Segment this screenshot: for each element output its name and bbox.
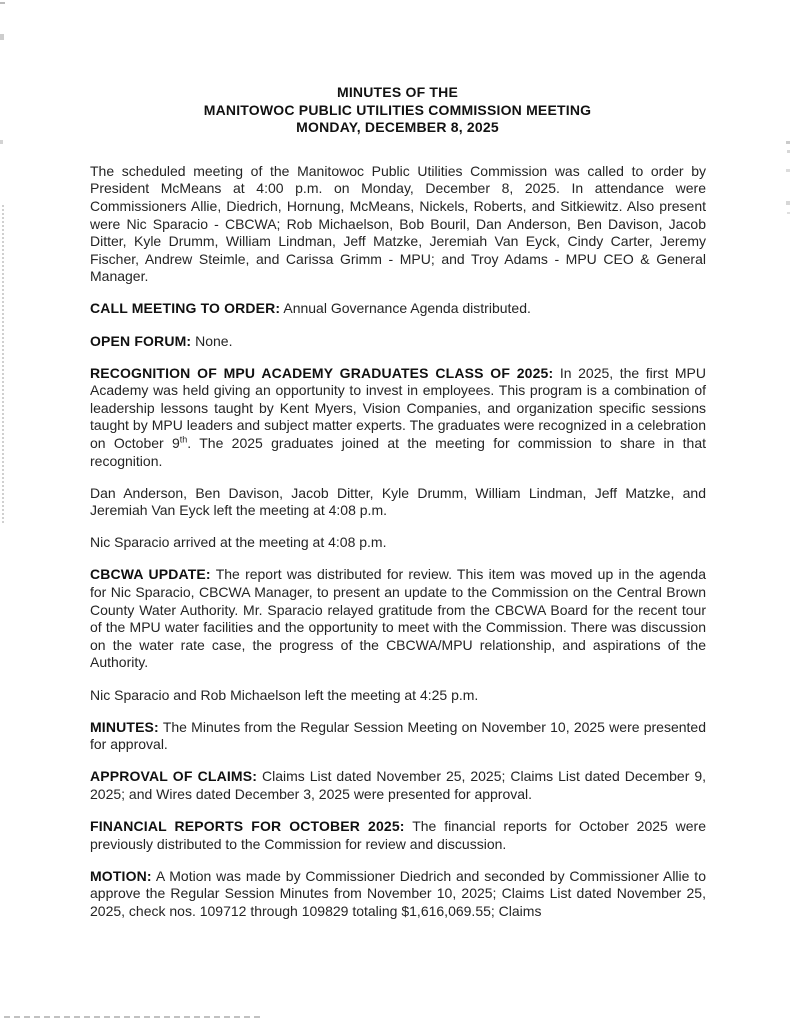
section-label-cbcwa-update: CBCWA UPDATE: [90, 566, 211, 583]
document-title-block [90, 84, 705, 137]
title-line-meeting-date: MONDAY, DECEMBER 8, 2025 [296, 119, 499, 136]
section-label-open-forum: OPEN FORUM: [90, 332, 192, 349]
paragraph-financial-reports [90, 818, 706, 853]
title-line-commission-meeting: MANITOWOC PUBLIC UTILITIES COMMISSION MEETING [203, 101, 592, 118]
paragraph-text: Claims List dated November 25, 2025; Claims List dated December 9, 2025; and Wires dated December 3, 2025 were presented for approval. [90, 768, 706, 802]
section-label-call-meeting-to-order: CALL MEETING TO ORDER: [90, 300, 281, 317]
paragraph-text: Nic Sparacio arrived at the meeting at 4:08 p.m. [90, 534, 387, 551]
paragraph-text: The financial reports for October 2025 were previously distributed to the Commission for review and discussion. [90, 818, 706, 852]
scan-artifact-top-left [0, 2, 5, 4]
paragraph-text: In 2025, the first MPU Academy was held giving an opportunity to invest in employees. This program is a combination of leadership lessons taught by Kent Myers, Vision Companies, and organization specific sessions taught by MPU leaders and subject matter experts. The graduates were recognized in a celebration on October 9 [90, 364, 707, 451]
paragraph-open-forum [90, 333, 706, 351]
scan-artifact-right-edge [787, 212, 790, 214]
paragraph-text: Annual Governance Agenda distributed. [283, 300, 531, 317]
title-line-minutes-of-the: MINUTES OF THE [336, 84, 459, 100]
scan-artifact-right-edge [786, 169, 790, 172]
paragraph-cbcwa-update [90, 566, 706, 672]
paragraph-intro [90, 163, 706, 286]
paragraph-approval-of-claims [90, 768, 706, 803]
scan-artifact-right-edge [787, 150, 790, 153]
section-label-recognition: RECOGNITION OF MPU ACADEMY GRADUATES CLASS OF 2025: [90, 364, 554, 381]
scan-artifact-bottom-dashed-line [4, 1016, 260, 1018]
scan-artifact-right-edge [786, 201, 790, 205]
paragraph-call-meeting-to-order [90, 300, 706, 318]
paragraph-text: None. [195, 332, 233, 349]
paragraph-minutes [90, 719, 706, 754]
paragraph-text: Dan Anderson, Ben Davison, Jacob Ditter, Kyle Drumm, William Lindman, Jeff Matzke, and Jeremiah Van Eyck left the meeting at 4:08 p.m. [90, 484, 706, 519]
paragraph-text: . The 2025 graduates joined at the meeting for commission to share in that recognition. [90, 435, 707, 469]
paragraph-sparacio-arrived [90, 534, 706, 552]
paragraph-text: Nic Sparacio and Rob Michaelson left the meeting at 4:25 p.m. [90, 686, 479, 703]
paragraph-attendees-left-408 [90, 485, 706, 520]
scan-artifact-left-dotted-line [2, 205, 4, 523]
paragraph-recognition-mpu-academy [90, 365, 706, 471]
scan-artifact-left-edge [0, 140, 3, 144]
ordinal-superscript: th [179, 434, 188, 445]
paragraph-text: The Minutes from the Regular Session Meeting on November 10, 2025 were presented for approval. [90, 718, 707, 753]
paragraph-text: A Motion was made by Commissioner Diedrich and seconded by Commissioner Allie to approve the Regular Session Minutes from November 10, 2025; Claims List dated November 25, 2025, check nos. 109712 through 109829 totaling $1,616,069.55; Claims [90, 867, 706, 919]
paragraph-text: The report was distributed for review. This item was moved up in the agenda for Nic Sparacio, CBCWA Manager, to present an update to the Commission on the Central Brown County Water Authority. Mr. Sparacio relayed gratitude from the CBCWA Board for the recent tour of the MPU water facilities and the opportunity to meet with the Commission. There was discussion on the water rate case, the progress of the CBCWA/MPU relationship, and aspirations of the Authority. [90, 566, 707, 671]
paragraph-motion [90, 868, 706, 921]
section-label-motion: MOTION: [90, 867, 152, 884]
paragraph-sparacio-michaelson-left [90, 687, 706, 705]
paragraph-text: The scheduled meeting of the Manitowoc Public Utilities Commission was called to order by President McMeans at 4:00 p.m. on Monday, December 8, 2025. In attendance were Commissioners Allie, Diedrich, Hornung, McMeans, Nickels, Roberts, and Sitkiewitz. Also present were Nic Sparacio - CBCWA; Rob Michaelson, Bob Bouril, Dan Anderson, Ben Davison, Jacob Ditter, Kyle Drumm, William Lindman, Jeff Matzke, Jeremiah Van Eyck, Cindy Carter, Jeremy Fischer, Andrew Steimle, and Carissa Grimm - MPU; and Troy Adams - MPU CEO & General Manager. [90, 162, 706, 285]
section-label-financial-reports: FINANCIAL REPORTS FOR OCTOBER 2025: [90, 818, 405, 834]
scan-artifact-top-left [0, 34, 4, 40]
section-label-minutes: MINUTES: [90, 718, 159, 735]
section-label-approval-of-claims: APPROVAL OF CLAIMS: [90, 768, 258, 785]
scan-artifact-right-edge [786, 141, 790, 144]
